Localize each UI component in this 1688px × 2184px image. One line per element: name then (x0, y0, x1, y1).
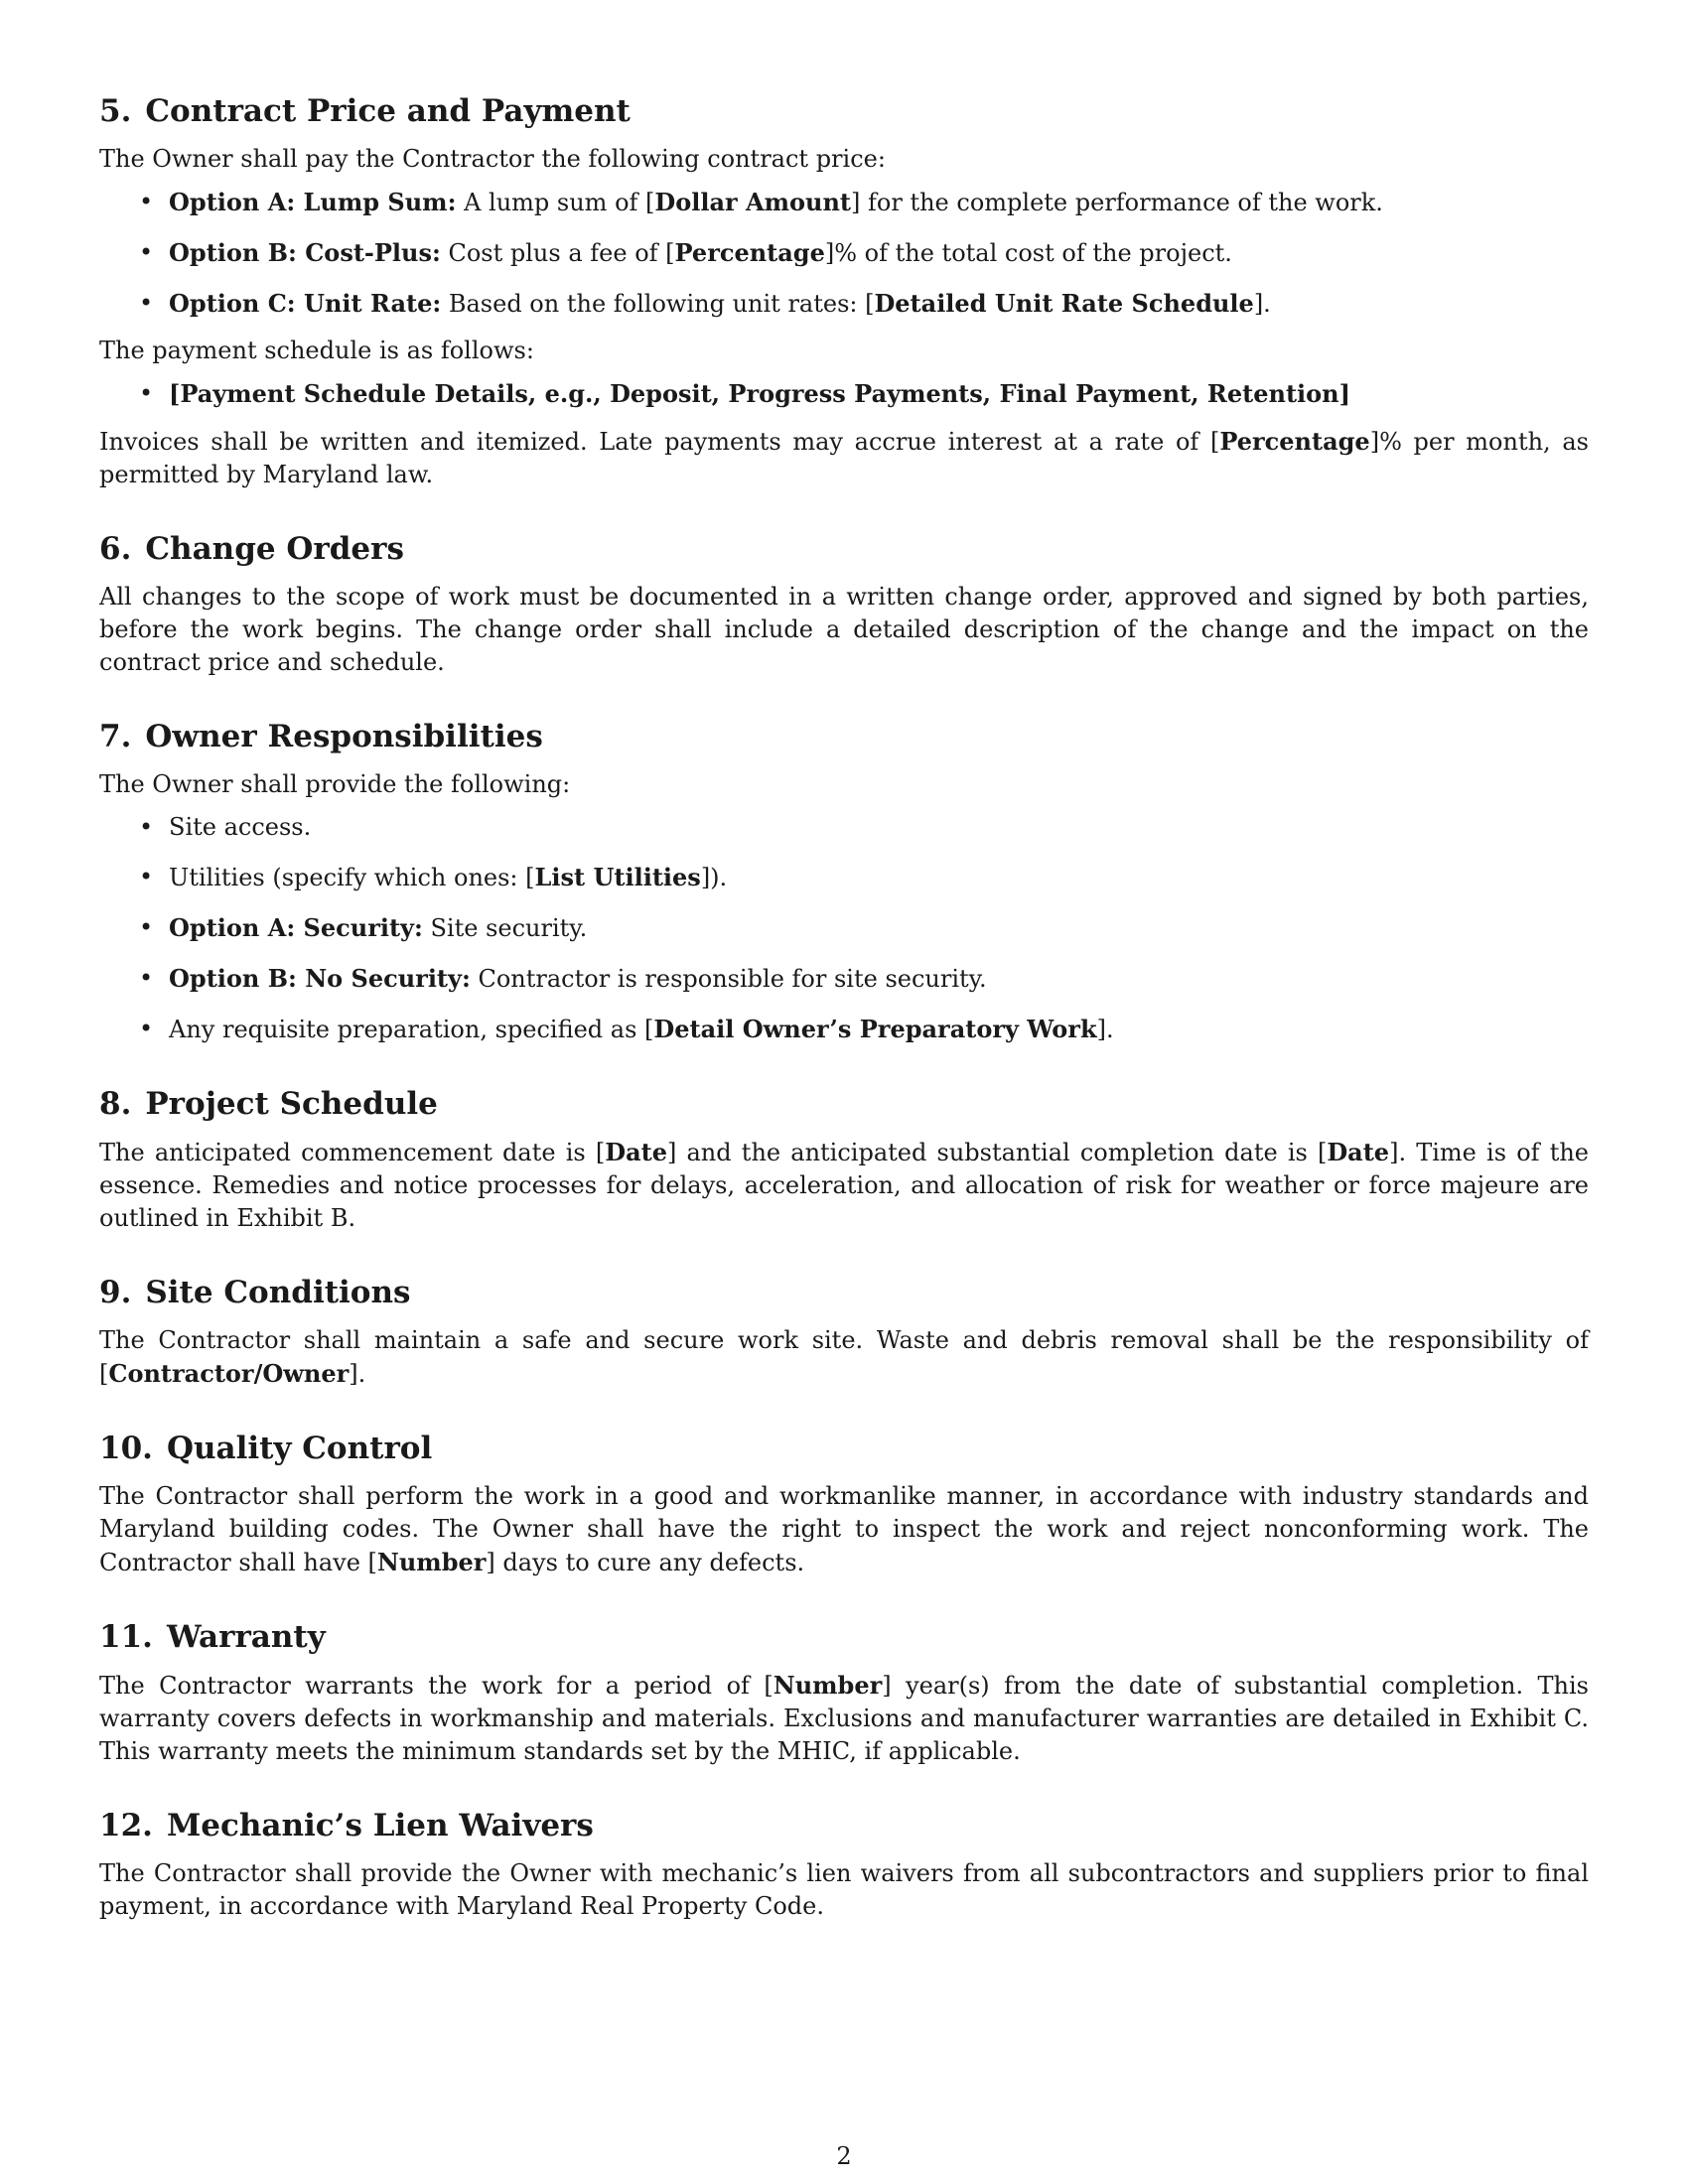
section-site-conditions (99, 1273, 1589, 1391)
bullet-icon: • (139, 379, 154, 407)
list-item: • Utilities (specify which ones: [List Utilities]). (139, 863, 728, 891)
section-number: 5. (99, 93, 132, 129)
section-title: Contract Price and Payment (145, 93, 631, 129)
bullet-icon: • (139, 289, 154, 317)
page-number: 2 (836, 2142, 852, 2170)
section-project-schedule (99, 1084, 1589, 1235)
section-warranty (99, 1617, 1589, 1768)
bullet-icon: • (139, 863, 154, 890)
section-number: 8. (99, 1086, 132, 1122)
bullet-icon: • (139, 964, 154, 992)
list-item: • Option C: Unit Rate: Based on the following unit rates: [Detailed Unit Rate Schedule]. (139, 289, 1271, 318)
section-title: Mechanic’s Lien Waivers (166, 1808, 594, 1843)
section-title: Project Schedule (145, 1086, 438, 1122)
bullet-icon: • (139, 913, 154, 941)
section-title: Site Conditions (145, 1275, 411, 1310)
bullet-icon: • (139, 188, 154, 215)
section-quality-control (99, 1429, 1589, 1579)
section-heading (99, 1806, 1589, 1845)
section-title: Change Orders (145, 531, 404, 567)
bullet-icon: • (139, 1015, 154, 1042)
section-lien-waivers (99, 1806, 1589, 1923)
owner-provisions-list (99, 811, 1589, 1046)
paragraph: The Contractor warrants the work for a period of [Number] year(s) from the date of substantial completion. This warranty covers defects in workmanship and materials. Exclusions and manufacturer warranties are detailed in Exhibit C. This warranty meets the minimum standards set by the MHIC, if applicable. (99, 1671, 1590, 1765)
paragraph: The Contractor shall maintain a safe and secure work site. Waste and debris removal shall be the responsibility of [Contractor/Owner]. (99, 1326, 1589, 1388)
paragraph: All changes to the scope of work must be documented in a written change order, approved and signed by both parties, before the work begins. The change order shall include a detailed description of the change and the impact on the contract price and schedule. (99, 583, 1589, 676)
list-item: • [Payment Schedule Details, e.g., Deposit, Progress Payments, Final Payment, Retention] (139, 379, 1350, 408)
paragraph: The anticipated commencement date is [Date] and the anticipated substantial completion date is [Date]. Time is of the essence. Remedies and notice processes for delays, acceleration, and allocation of risk for weather or force majeure are outlined in Exhibit B. (99, 1138, 1590, 1232)
section-heading (99, 529, 1589, 569)
section-contract-price (99, 91, 1589, 491)
payment-schedule-list (99, 377, 1589, 411)
paragraph: The Contractor shall perform the work in a good and workmanlike manner, in accordance with industry standards and Maryland building codes. The Owner shall have the right to inspect the work and reject nonconforming work. The Contractor shall have [Number] days to cure any defects. (99, 1482, 1589, 1576)
section-heading (99, 1617, 1589, 1657)
list-item: • Site access. (139, 811, 1589, 844)
bullet-icon: • (139, 238, 154, 266)
section-title: Quality Control (166, 1431, 433, 1466)
list-item: • Option B: No Security: Contractor is responsible for site security. (139, 964, 987, 993)
document-page (99, 91, 1589, 1961)
list-item: • Any requisite preparation, specified as [Detail Owner’s Preparatory Work]. (139, 1015, 1114, 1043)
section-heading (99, 717, 1589, 756)
paragraph: The Owner shall pay the Contractor the following contract price: (99, 145, 886, 173)
section-number: 6. (99, 531, 132, 567)
section-number: 7. (99, 719, 132, 754)
section-heading (99, 1273, 1589, 1312)
section-change-orders (99, 529, 1589, 679)
section-number: 11. (99, 1619, 153, 1655)
section-number: 9. (99, 1275, 132, 1310)
paragraph: Invoices shall be written and itemized. Late payments may accrue interest at a rate of [Percentage]% per month, as permitted by Maryland law. (99, 427, 1589, 488)
paragraph: The payment schedule is as follows: (99, 337, 534, 364)
section-heading (99, 1429, 1589, 1468)
list-item: • Option B: Cost-Plus: Cost plus a fee of [Percentage]% of the total cost of the project. (139, 238, 1232, 267)
price-options-list (99, 186, 1589, 321)
paragraph: The Owner shall provide the following: (99, 770, 571, 798)
list-item: • Option A: Security: Site security. (139, 913, 588, 942)
section-title: Owner Responsibilities (145, 719, 543, 754)
bullet-icon: • (139, 813, 154, 841)
section-owner-responsibilities (99, 717, 1589, 1046)
section-number: 12. (99, 1808, 153, 1843)
section-number: 10. (99, 1431, 153, 1466)
paragraph: The Contractor shall provide the Owner with mechanic’s lien waivers from all subcontractors and suppliers prior to final payment, in accordance with Maryland Real Property Code. (99, 1859, 1589, 1920)
section-heading (99, 1084, 1589, 1124)
section-heading (99, 91, 1589, 131)
section-title: Warranty (166, 1619, 326, 1655)
list-item: • Option A: Lump Sum: A lump sum of [Dollar Amount] for the complete performance of the work. (139, 188, 1383, 216)
